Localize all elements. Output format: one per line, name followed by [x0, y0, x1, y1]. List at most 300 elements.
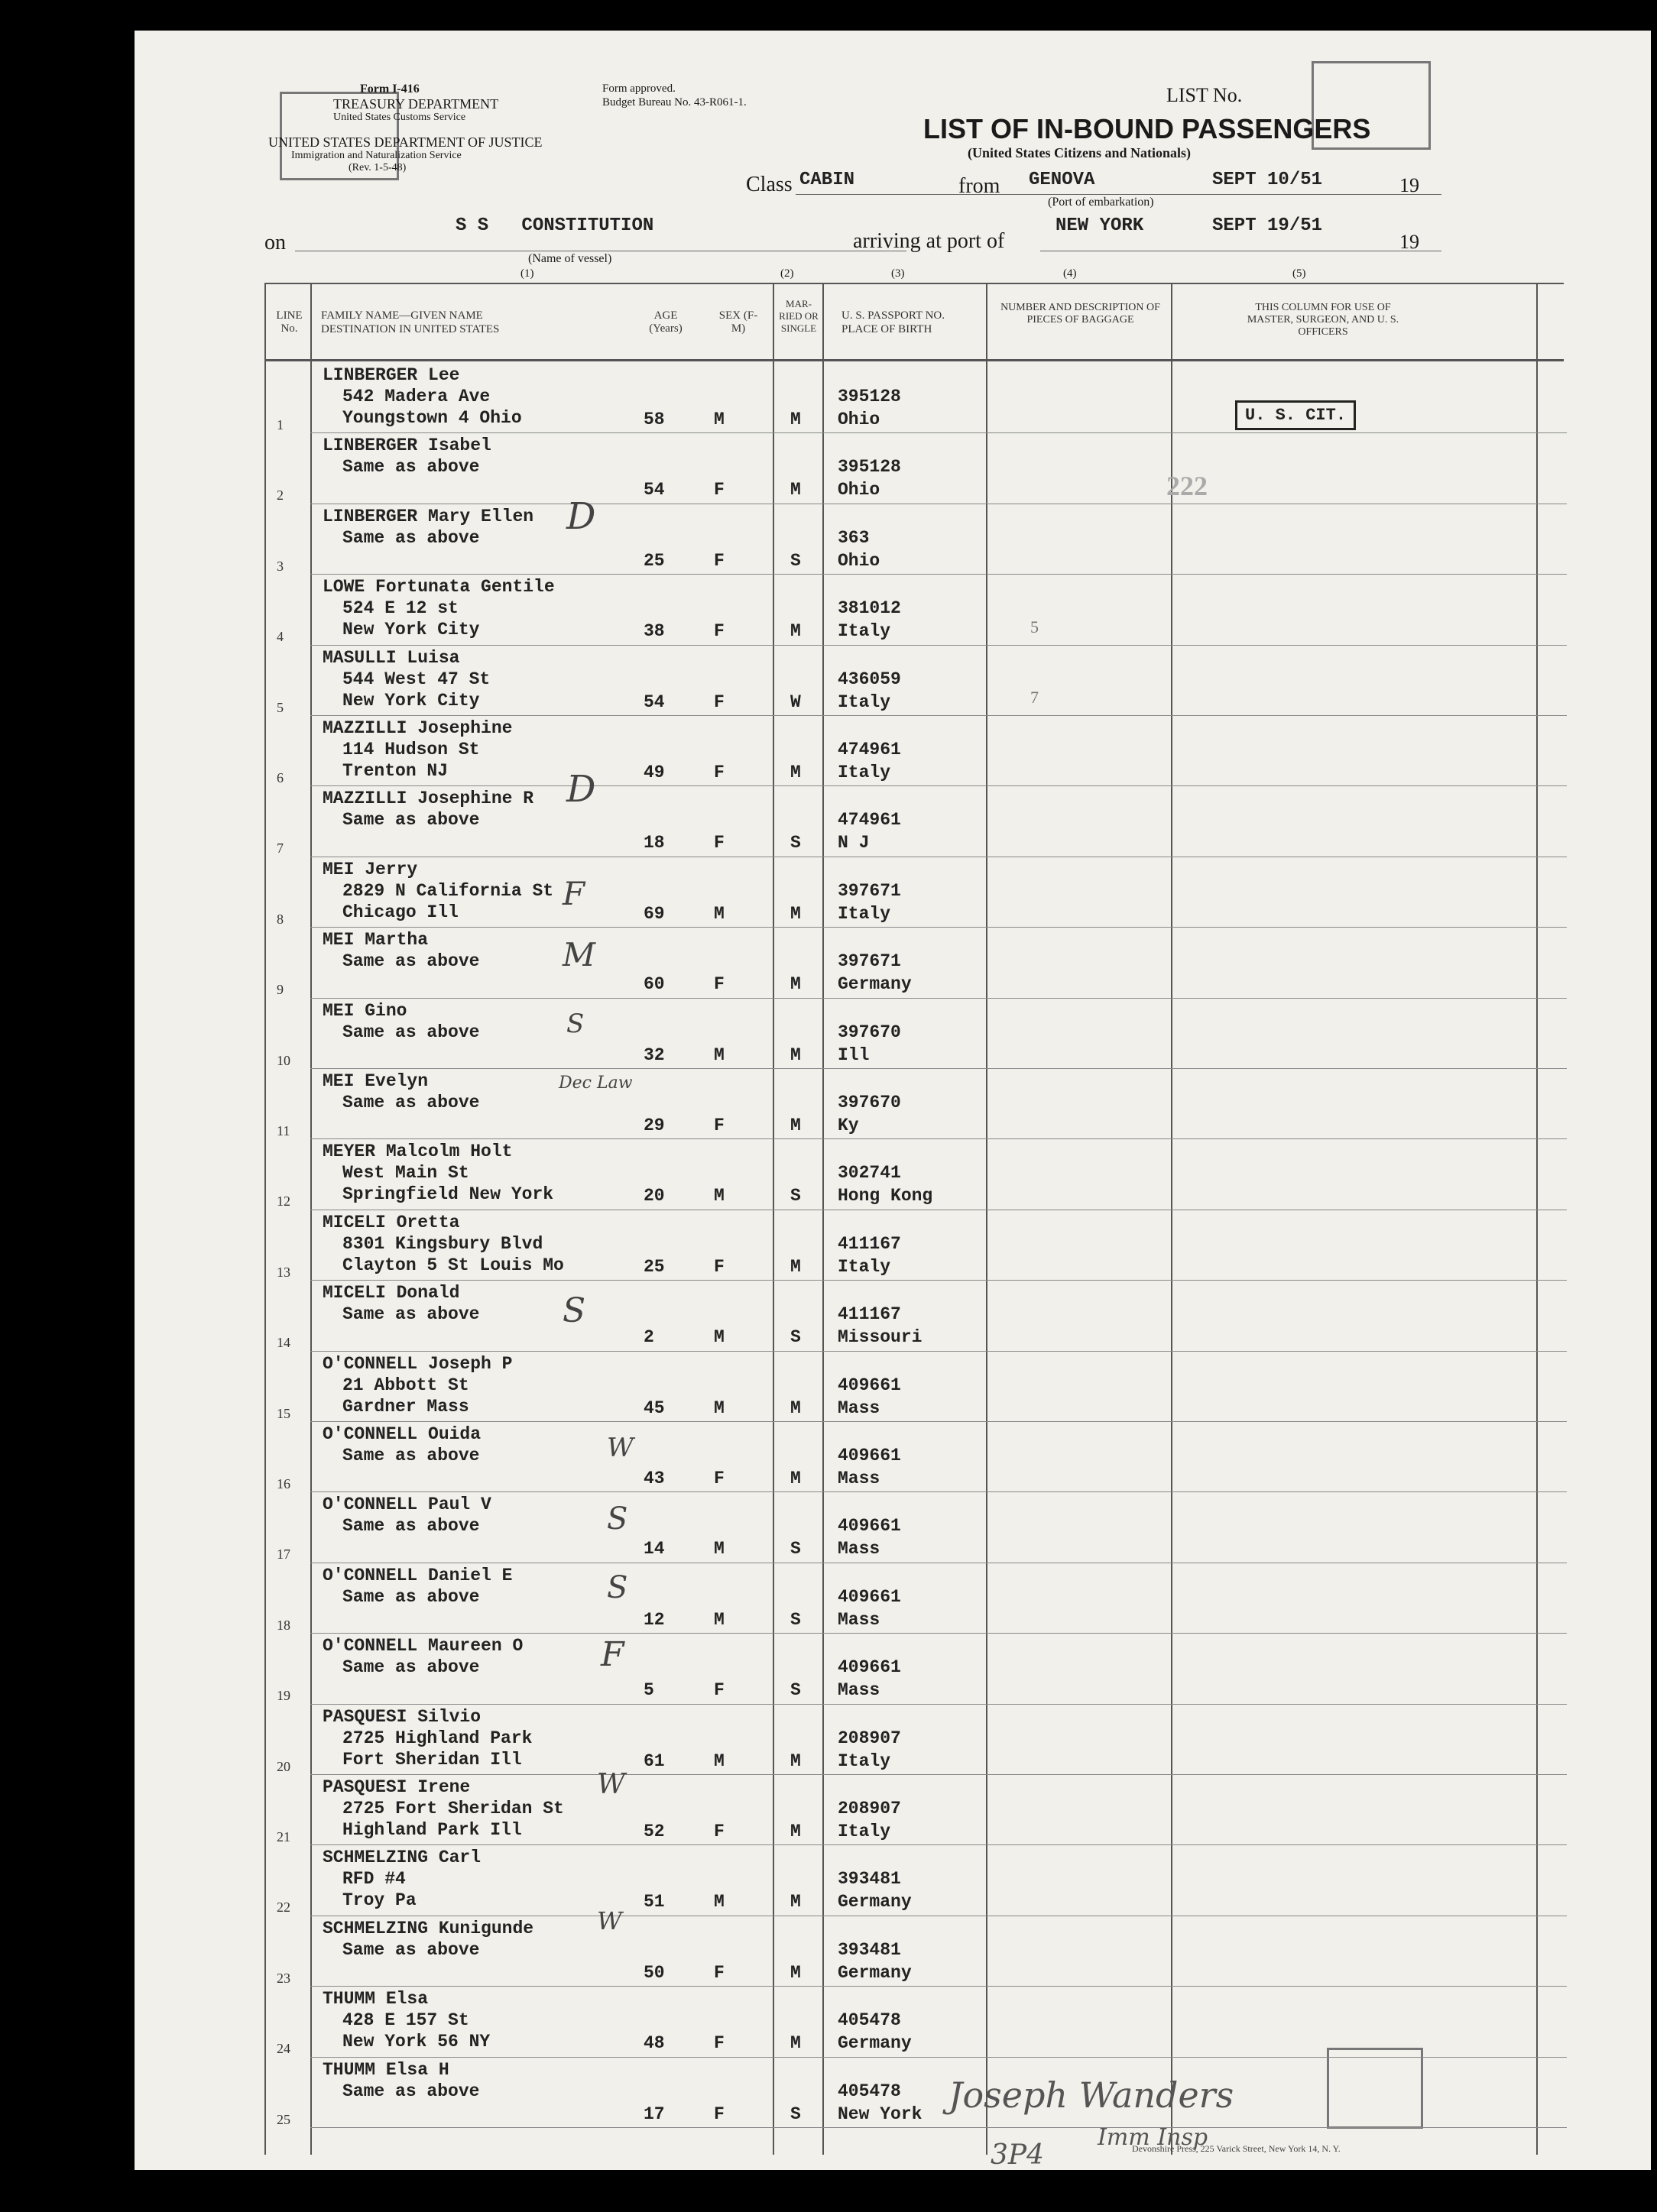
passenger-name: O'CONNELL Daniel E — [323, 1565, 513, 1585]
passenger-line-no: 2 — [277, 487, 284, 504]
header-bottom-border — [264, 359, 1564, 361]
passenger-name: MEYER Malcolm Holt — [323, 1142, 513, 1162]
passenger-sex: F — [714, 2033, 725, 2054]
row-divider — [310, 1986, 1567, 1987]
col-divider — [822, 283, 824, 2155]
passenger-birthplace: Mass — [838, 1680, 880, 1701]
passenger-name: O'CONNELL Joseph P — [323, 1353, 513, 1374]
passenger-sex: F — [714, 1256, 725, 1277]
passenger-line-no: 14 — [277, 1335, 290, 1351]
handwritten-mark: S — [566, 1009, 585, 1039]
passenger-birthplace: Mass — [838, 1469, 880, 1488]
passenger-marital-status: M — [790, 410, 801, 429]
row-divider — [310, 1280, 1567, 1281]
printer-credit: Devonshire Press, 225 Varick Street, New York 14, N. Y. — [1132, 2143, 1341, 2154]
passenger-birthplace: Germany — [838, 2033, 912, 2054]
passenger-line-no: 20 — [277, 1758, 290, 1774]
handwritten-mark: W — [597, 1906, 622, 1935]
passenger-age: 58 — [644, 410, 665, 429]
form-title: LIST OF IN-BOUND PASSENGERS — [923, 113, 1371, 144]
passenger-name: SCHMELZING Carl — [323, 1848, 482, 1868]
passenger-address-1: 544 West 47 St — [342, 669, 491, 689]
passenger-line-no: 25 — [277, 2111, 290, 2127]
passenger-address-1: 21 Abbott St — [342, 1375, 469, 1395]
passenger-address-1: Same as above — [342, 1939, 480, 1960]
form-approved: Form approved. — [602, 83, 676, 95]
passenger-marital-status: S — [790, 1186, 801, 1206]
passenger-passport-no: 397671 — [838, 880, 901, 901]
corner-stamp-bottom-right — [1327, 2048, 1423, 2129]
col-divider — [1536, 283, 1538, 2155]
col-divider — [310, 283, 312, 2155]
passenger-sex: F — [714, 763, 725, 782]
passenger-line-no: 15 — [277, 1405, 290, 1421]
passenger-line-no: 23 — [277, 1970, 290, 1986]
row-divider — [310, 1068, 1567, 1069]
passenger-birthplace: Mass — [838, 1539, 880, 1559]
class-value: CABIN — [799, 170, 855, 190]
arrival-date: SEPT 19/51 — [1212, 215, 1323, 236]
departure-date: SEPT 10/51 — [1212, 170, 1323, 190]
passenger-birthplace: Germany — [838, 1962, 912, 1983]
passenger-passport-no: 395128 — [838, 387, 901, 406]
handwritten-mark: F — [601, 1635, 624, 1674]
from-label: from — [958, 174, 1000, 198]
passenger-marital-status: M — [790, 1044, 801, 1065]
passenger-marital-status: S — [790, 550, 801, 571]
passenger-age: 61 — [644, 1750, 665, 1771]
passenger-address-1: Same as above — [342, 951, 480, 972]
row-divider — [310, 927, 1567, 928]
passenger-age: 20 — [644, 1186, 665, 1206]
passenger-line-no: 7 — [277, 840, 284, 857]
passenger-passport-no: 208907 — [838, 1799, 901, 1819]
arrival-port: NEW YORK — [1055, 215, 1144, 236]
handwritten-mark: S — [607, 1501, 628, 1537]
passenger-address-1: Same as above — [342, 1586, 480, 1607]
passenger-address-1: Same as above — [342, 2081, 480, 2101]
passenger-birthplace: Germany — [838, 1892, 912, 1912]
passenger-line-no: 5 — [277, 699, 284, 715]
row-divider — [310, 715, 1567, 716]
passenger-passport-no: 397670 — [838, 1022, 901, 1042]
list-number-label: LIST No. — [1166, 84, 1243, 106]
table-top-border — [264, 283, 1564, 284]
passenger-birthplace: Ohio — [838, 410, 880, 429]
passenger-birthplace: Mass — [838, 1609, 880, 1630]
passenger-marital-status: S — [790, 833, 801, 853]
inspector-number: 3P4 — [991, 2139, 1045, 2170]
passenger-passport-no: 409661 — [838, 1657, 901, 1678]
passenger-name: LINBERGER Mary Ellen — [323, 506, 534, 526]
passenger-passport-no: 474961 — [838, 810, 901, 831]
inspector-title: Imm Insp — [1098, 2124, 1208, 2151]
header-baggage: NUMBER AND DESCRIPTION OF PIECES OF BAGGAGE — [1000, 302, 1160, 325]
passenger-marital-status: M — [790, 621, 801, 642]
passenger-address-1: Same as above — [342, 1022, 480, 1042]
passenger-sex: M — [714, 410, 725, 429]
vessel-name-note: (Name of vessel) — [528, 252, 612, 265]
passenger-address-1: Same as above — [342, 1657, 480, 1678]
passenger-birthplace: Ohio — [838, 550, 880, 571]
passenger-age: 50 — [644, 1962, 665, 1983]
passenger-name: MEI Evelyn — [323, 1071, 429, 1091]
passenger-age: 17 — [644, 2104, 665, 2124]
passenger-age: 18 — [644, 833, 665, 853]
passenger-address-1: 542 Madera Ave — [342, 387, 491, 406]
ins-service: Immigration and Naturalization Service — [291, 150, 462, 161]
passenger-line-no: 4 — [277, 629, 284, 645]
passenger-name: O'CONNELL Maureen O — [323, 1636, 524, 1657]
passenger-birthplace: Hong Kong — [838, 1186, 933, 1206]
row-divider — [310, 998, 1567, 999]
form-subtitle: (United States Citizens and Nationals) — [968, 145, 1192, 160]
passenger-passport-no: 393481 — [838, 1939, 901, 1960]
passenger-address-1: 2829 N California St — [342, 880, 554, 901]
col-num-3: (3) — [891, 267, 905, 280]
passenger-name: THUMM Elsa H — [323, 2059, 449, 2080]
passenger-age: 51 — [644, 1892, 665, 1912]
passenger-address-1: West Main St — [342, 1163, 469, 1184]
passenger-marital-status: S — [790, 1680, 801, 1701]
header-line-no: LINE No. — [276, 309, 303, 335]
passenger-passport-no: 409661 — [838, 1516, 901, 1537]
row-divider — [310, 1421, 1567, 1422]
passenger-age: 54 — [644, 480, 665, 500]
passenger-sex: F — [714, 550, 725, 571]
passenger-passport-no: 409661 — [838, 1375, 901, 1395]
handwritten-mark: M — [563, 936, 596, 973]
passenger-line-no: 10 — [277, 1052, 290, 1068]
treasury-dept: TREASURY DEPARTMENT — [333, 96, 499, 112]
passenger-sex: M — [714, 903, 725, 924]
passenger-marital-status: M — [790, 1750, 801, 1771]
customs-service: United States Customs Service — [333, 112, 466, 123]
passenger-line-no: 19 — [277, 1688, 290, 1704]
passenger-sex: M — [714, 1892, 725, 1912]
header-married: MAR-RIED OR SINGLE — [779, 298, 819, 334]
row-divider — [310, 1351, 1567, 1352]
header-birthplace: PLACE OF BIRTH — [841, 323, 932, 335]
header-age: AGE (Years) — [649, 309, 683, 335]
form-number: Form I-416 — [360, 83, 420, 96]
handwritten-mark: S — [607, 1570, 628, 1605]
passenger-sex: F — [714, 1680, 725, 1701]
col-num-5: (5) — [1292, 267, 1306, 280]
passenger-age: 60 — [644, 974, 665, 995]
passenger-marital-status: M — [790, 974, 801, 995]
passenger-passport-no: 405478 — [838, 2081, 901, 2101]
passenger-sex: M — [714, 1539, 725, 1559]
col-divider — [264, 283, 266, 2155]
row-divider — [310, 2127, 1567, 2128]
passenger-age: 43 — [644, 1469, 665, 1488]
port-embarkation-note: (Port of embarkation) — [1048, 196, 1154, 209]
passenger-line-no: 16 — [277, 1476, 290, 1491]
passenger-age: 38 — [644, 621, 665, 642]
manifest-page — [135, 31, 1651, 2170]
col-divider — [986, 283, 987, 2155]
col-divider — [1171, 283, 1172, 2155]
passenger-age: 25 — [644, 1256, 665, 1277]
passenger-birthplace: Italy — [838, 763, 891, 782]
passenger-sex: F — [714, 691, 725, 712]
passenger-address-2: New York 56 NY — [342, 2032, 491, 2052]
passenger-sex: M — [714, 1750, 725, 1771]
passenger-passport-no: 302741 — [838, 1163, 901, 1184]
passenger-address-1: 8301 Kingsbury Blvd — [342, 1233, 543, 1254]
on-label: on — [264, 231, 286, 254]
passenger-sex: M — [714, 1186, 725, 1206]
vessel-name: S S CONSTITUTION — [456, 215, 654, 236]
row-divider — [310, 1633, 1567, 1634]
passenger-birthplace: Italy — [838, 903, 891, 924]
header-passport: U. S. PASSPORT NO. — [841, 309, 945, 322]
passenger-age: 5 — [644, 1680, 654, 1701]
justice-dept: UNITED STATES DEPARTMENT OF JUSTICE — [268, 134, 543, 150]
passenger-passport-no: 393481 — [838, 1869, 901, 1890]
passenger-line-no: 9 — [277, 982, 284, 998]
baggage-count-row-5: 7 — [1030, 688, 1039, 707]
row-divider — [310, 2057, 1567, 2058]
row-divider — [310, 785, 1567, 786]
passenger-line-no: 12 — [277, 1193, 290, 1210]
passenger-age: 14 — [644, 1539, 665, 1559]
passenger-address-1: RFD #4 — [342, 1869, 406, 1890]
inspector-signature: Joseph Wanders — [948, 2074, 1234, 2116]
passenger-passport-no: 208907 — [838, 1728, 901, 1748]
header-name: FAMILY NAME—GIVEN NAME — [321, 309, 483, 322]
handwritten-mark: S — [563, 1291, 586, 1330]
passenger-name: MAZZILLI Josephine R — [323, 789, 534, 809]
passenger-passport-no: 395128 — [838, 457, 901, 478]
stamp-number: 222 — [1166, 471, 1208, 501]
passenger-name: MAZZILLI Josephine — [323, 718, 513, 738]
passenger-passport-no: 363 — [838, 527, 870, 548]
passenger-birthplace: Germany — [838, 974, 912, 995]
passenger-age: 45 — [644, 1397, 665, 1418]
header-officers: THIS COLUMN FOR USE OF MASTER, SURGEON, AND U. S. OFFICERS — [1247, 302, 1399, 338]
passenger-name: SCHMELZING Kunigunde — [323, 1918, 534, 1938]
passenger-birthplace: Italy — [838, 621, 891, 642]
passenger-address-1: Same as above — [342, 1304, 480, 1325]
passenger-passport-no: 381012 — [838, 598, 901, 619]
header-destination: DESTINATION IN UNITED STATES — [321, 323, 500, 335]
passenger-line-no: 24 — [277, 2041, 290, 2057]
passenger-name: MEI Jerry — [323, 859, 418, 879]
passenger-sex: F — [714, 833, 725, 853]
row-divider — [310, 1491, 1567, 1492]
passenger-address-1: 524 E 12 st — [342, 598, 459, 619]
budget-bureau: Budget Bureau No. 43-R061-1. — [602, 96, 747, 108]
passenger-line-no: 11 — [277, 1123, 290, 1138]
passenger-line-no: 8 — [277, 911, 284, 927]
form-revision: (Rev. 1-5-48) — [349, 162, 407, 173]
passenger-marital-status: S — [790, 1327, 801, 1348]
passenger-birthplace: Ohio — [838, 480, 880, 500]
passenger-birthplace: Italy — [838, 1822, 891, 1841]
passenger-address-1: 428 E 157 St — [342, 2010, 469, 2031]
handwritten-mark: Dec Law — [559, 1074, 633, 1093]
passenger-address-2: Highland Park Ill — [342, 1820, 522, 1840]
passenger-birthplace: Italy — [838, 691, 891, 712]
passenger-name: O'CONNELL Ouida — [323, 1424, 482, 1444]
passenger-sex: M — [714, 1327, 725, 1348]
passenger-address-1: Same as above — [342, 1516, 480, 1537]
passenger-name: LINBERGER Lee — [323, 365, 460, 385]
passenger-age: 2 — [644, 1327, 654, 1348]
passenger-address-2: New York City — [342, 690, 480, 711]
passenger-marital-status: S — [790, 1609, 801, 1630]
passenger-name: O'CONNELL Paul V — [323, 1495, 491, 1515]
passenger-line-no: 13 — [277, 1264, 290, 1280]
passenger-line-no: 17 — [277, 1546, 290, 1563]
passenger-age: 54 — [644, 691, 665, 712]
passenger-line-no: 1 — [277, 417, 284, 432]
handwritten-mark: F — [563, 875, 585, 912]
handwritten-mark: D — [566, 768, 596, 811]
passenger-sex: M — [714, 1609, 725, 1630]
passenger-name: MICELI Oretta — [323, 1212, 460, 1232]
passenger-name: MICELI Donald — [323, 1283, 460, 1304]
passenger-marital-status: M — [790, 2033, 801, 2054]
passenger-address-2: Gardner Mass — [342, 1396, 469, 1417]
passenger-birthplace: N J — [838, 833, 870, 853]
col-divider — [773, 283, 774, 2155]
passenger-address-2: Youngstown 4 Ohio — [342, 408, 522, 428]
passenger-passport-no: 409661 — [838, 1586, 901, 1607]
handwritten-mark: W — [607, 1433, 634, 1463]
passenger-passport-no: 411167 — [838, 1233, 901, 1254]
passenger-name: THUMM Elsa — [323, 1989, 429, 2010]
passenger-marital-status: M — [790, 1397, 801, 1418]
passenger-name: LOWE Fortunata Gentile — [323, 577, 555, 598]
passenger-age: 25 — [644, 550, 665, 571]
passenger-address-1: 2725 Fort Sheridan St — [342, 1799, 564, 1819]
passenger-address-1: Same as above — [342, 527, 480, 548]
handwritten-mark: W — [597, 1769, 626, 1800]
passenger-line-no: 3 — [277, 558, 284, 574]
passenger-marital-status: M — [790, 1962, 801, 1983]
passenger-marital-status: M — [790, 903, 801, 924]
passenger-birthplace: Missouri — [838, 1327, 923, 1348]
passenger-sex: F — [714, 1116, 725, 1135]
passenger-name: MEI Gino — [323, 1000, 407, 1021]
handwritten-mark: D — [566, 495, 596, 538]
passenger-address-2: Springfield New York — [342, 1184, 554, 1205]
us-citizen-stamp: U. S. CIT. — [1235, 400, 1356, 430]
passenger-age: 12 — [644, 1609, 665, 1630]
class-label: Class — [746, 173, 793, 196]
passenger-name: MASULLI Luisa — [323, 647, 460, 668]
baggage-count-row-4: 5 — [1030, 617, 1039, 636]
row-divider — [310, 574, 1567, 575]
row-divider — [310, 432, 1567, 433]
passenger-address-1: Same as above — [342, 457, 480, 478]
passenger-address-2: Fort Sheridan Ill — [342, 1749, 522, 1770]
passenger-passport-no: 397670 — [838, 1093, 901, 1112]
passenger-marital-status: S — [790, 1539, 801, 1559]
passenger-marital-status: M — [790, 763, 801, 782]
passenger-marital-status: M — [790, 480, 801, 500]
passenger-age: 52 — [644, 1822, 665, 1841]
passenger-line-no: 21 — [277, 1829, 290, 1844]
passenger-age: 69 — [644, 903, 665, 924]
passenger-sex: F — [714, 1962, 725, 1983]
passenger-passport-no: 409661 — [838, 1446, 901, 1465]
passenger-birthplace: Mass — [838, 1397, 880, 1418]
passenger-marital-status: M — [790, 1256, 801, 1277]
passenger-age: 49 — [644, 763, 665, 782]
passenger-sex: M — [714, 1044, 725, 1065]
passenger-marital-status: W — [790, 691, 801, 712]
row-divider — [310, 1844, 1567, 1845]
passenger-sex: F — [714, 1822, 725, 1841]
passenger-address-2: New York City — [342, 620, 480, 640]
passenger-address-1: 2725 Highland Park — [342, 1728, 533, 1748]
passenger-birthplace: Ill — [838, 1044, 870, 1065]
passenger-birthplace: Italy — [838, 1256, 891, 1277]
col-num-4: (4) — [1063, 267, 1077, 280]
passenger-name: PASQUESI Silvio — [323, 1706, 482, 1727]
passenger-line-no: 18 — [277, 1617, 290, 1633]
passenger-sex: F — [714, 480, 725, 500]
passenger-passport-no: 405478 — [838, 2010, 901, 2031]
passenger-birthplace: New York — [838, 2104, 923, 2124]
col-num-1: (1) — [520, 267, 534, 280]
passenger-name: LINBERGER Isabel — [323, 436, 491, 456]
from-value: GENOVA — [1029, 170, 1095, 190]
passenger-line-no: 6 — [277, 770, 284, 785]
passenger-address-1: Same as above — [342, 810, 480, 831]
passenger-address-2: Troy Pa — [342, 1890, 417, 1911]
passenger-sex: F — [714, 621, 725, 642]
passenger-line-no: 22 — [277, 1899, 290, 1916]
passenger-passport-no: 397671 — [838, 951, 901, 972]
passenger-sex: F — [714, 2104, 725, 2124]
passenger-age: 29 — [644, 1116, 665, 1135]
passenger-birthplace: Ky — [838, 1116, 859, 1135]
col-num-2: (2) — [780, 267, 794, 280]
passenger-passport-no: 411167 — [838, 1304, 901, 1325]
passenger-address-2: Chicago Ill — [342, 902, 459, 922]
passenger-address-2: Clayton 5 St Louis Mo — [342, 1255, 564, 1275]
passenger-sex: F — [714, 1469, 725, 1488]
header-sex: SEX (F-M) — [718, 309, 758, 335]
passenger-name: PASQUESI Irene — [323, 1777, 471, 1797]
year-label-2: 19 — [1399, 231, 1419, 253]
passenger-address-2: Trenton NJ — [342, 761, 449, 781]
passenger-age: 48 — [644, 2033, 665, 2054]
row-divider — [310, 1138, 1567, 1139]
row-divider — [310, 1774, 1567, 1775]
passenger-marital-status: S — [790, 2104, 801, 2124]
row-divider — [310, 645, 1567, 646]
passenger-address-1: Same as above — [342, 1093, 480, 1112]
passenger-name: MEI Martha — [323, 930, 429, 951]
row-divider — [310, 1704, 1567, 1705]
passenger-sex: M — [714, 1397, 725, 1418]
passenger-passport-no: 474961 — [838, 740, 901, 759]
passenger-marital-status: M — [790, 1469, 801, 1488]
arriving-label: arriving at port of — [853, 229, 1005, 253]
year-label: 19 — [1399, 174, 1419, 196]
passenger-marital-status: M — [790, 1822, 801, 1841]
passenger-marital-status: M — [790, 1892, 801, 1912]
passenger-age: 32 — [644, 1044, 665, 1065]
passenger-birthplace: Italy — [838, 1750, 891, 1771]
passenger-address-1: 114 Hudson St — [342, 740, 480, 759]
